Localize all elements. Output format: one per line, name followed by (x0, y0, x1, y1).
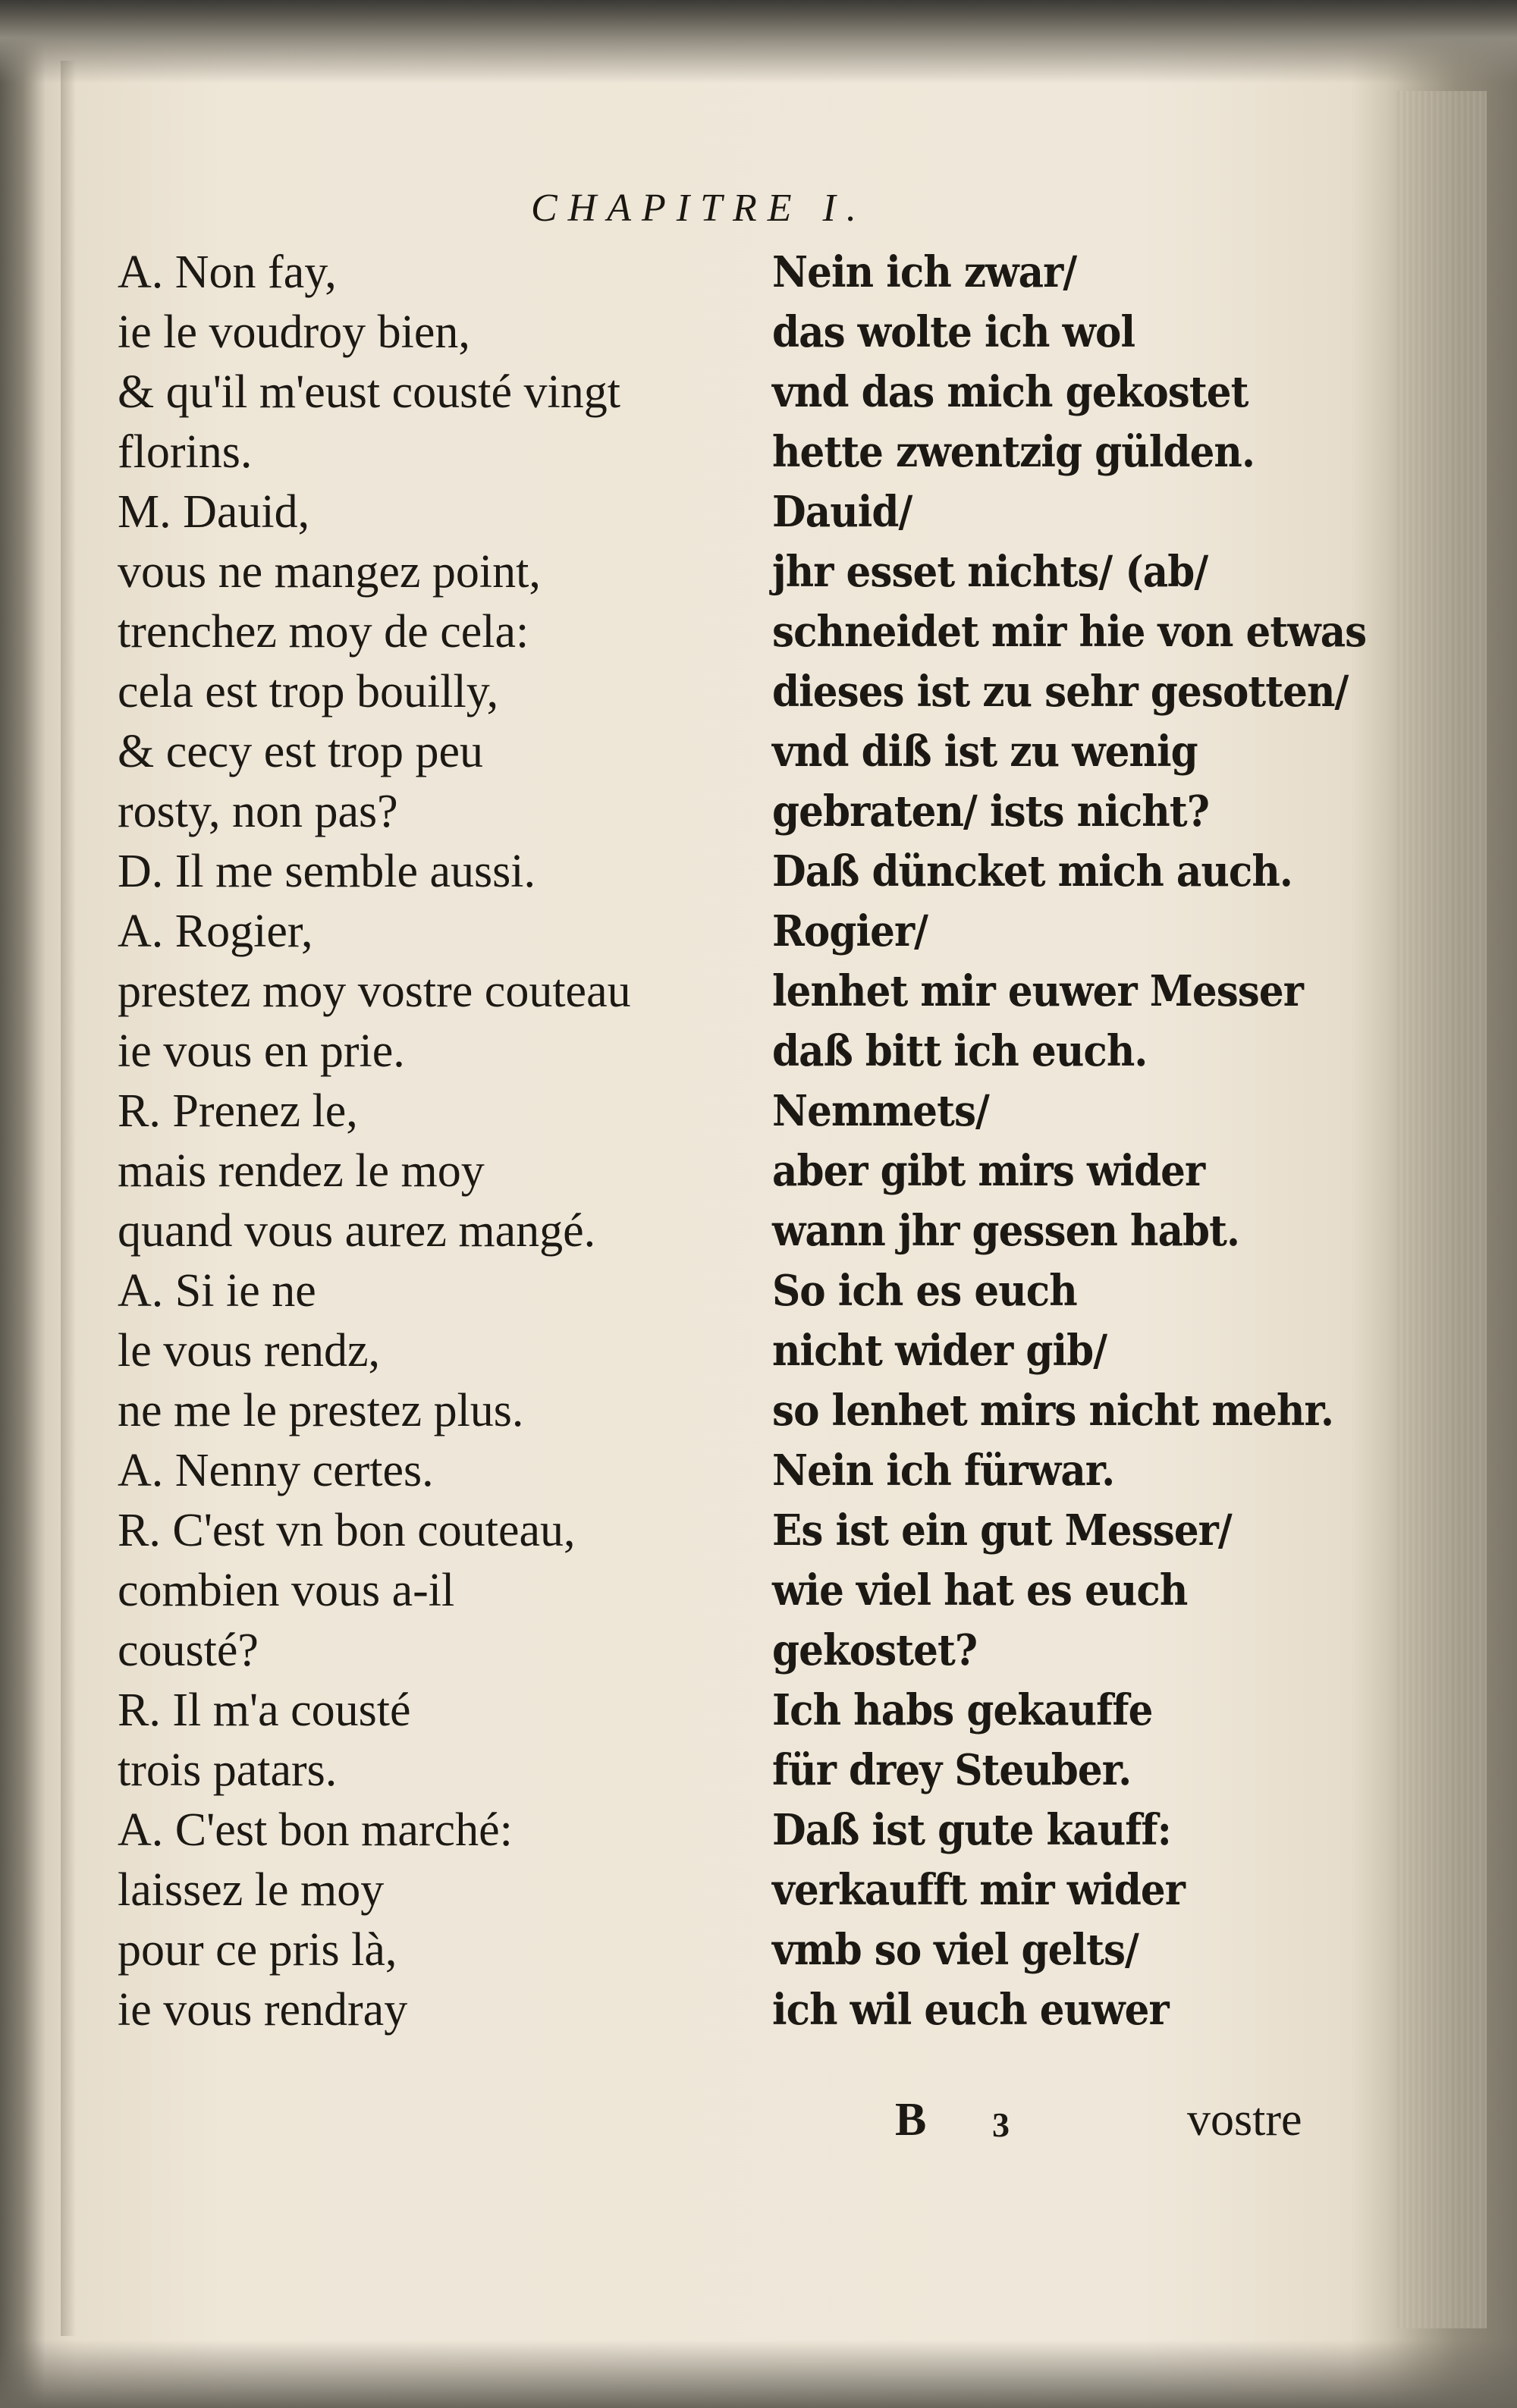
german-line: wie viel hat es euch (772, 1565, 1188, 1615)
german-line: vnd diß ist zu wenig (772, 727, 1198, 777)
german-line: Nein ich fürwar. (772, 1446, 1115, 1496)
german-line: so lenhet mirs nicht mehr. (772, 1386, 1334, 1436)
french-line: cela est trop bouilly, (118, 666, 499, 717)
french-line: le vous rendz, (118, 1325, 381, 1377)
german-line: gebraten/ ists nicht? (772, 786, 1209, 837)
german-line: dieses ist zu sehr gesotten/ (772, 667, 1349, 717)
gutter-shadow (61, 61, 76, 2336)
french-line: florins. (118, 426, 253, 478)
german-line: Nemmets/ (772, 1086, 989, 1136)
french-line: ie le voudroy bien, (118, 306, 470, 358)
french-line: prestez moy vostre couteau (118, 965, 631, 1017)
german-line: gekostet? (772, 1625, 978, 1675)
german-line: Daß ist gute kauff: (772, 1805, 1171, 1855)
french-line: R. C'est vn bon couteau, (118, 1505, 576, 1556)
german-line: verkaufft mir wider (772, 1865, 1186, 1915)
german-line: Daß düncket mich auch. (772, 846, 1292, 896)
french-line: & cecy est trop peu (118, 726, 484, 777)
german-line: vmb so viel gelts/ (772, 1925, 1139, 1975)
german-line: für drey Steuber. (772, 1745, 1132, 1795)
german-line: vnd das mich gekostet (772, 367, 1248, 417)
french-column (118, 243, 755, 2040)
french-line: laissez le moy (118, 1864, 385, 1916)
german-line: das wolte ich wol (772, 307, 1135, 357)
french-line: M. Dauid, (118, 486, 310, 538)
french-line: ne me le prestez plus. (118, 1385, 524, 1436)
top-shadow (0, 0, 1517, 83)
french-line: pour ce pris là, (118, 1924, 397, 1976)
french-line: R. Il m'a cousté (118, 1684, 411, 1736)
french-line: trenchez moy de cela: (118, 606, 529, 658)
french-line: trois patars. (118, 1744, 338, 1796)
french-line: rosty, non pas? (118, 786, 398, 837)
signature-mark: B (895, 2094, 927, 2146)
french-line: A. Nenny certes. (118, 1445, 434, 1496)
german-line: aber gibt mirs wider (772, 1146, 1205, 1196)
french-line: A. Non fay, (118, 246, 337, 298)
french-line: ie vous en prie. (118, 1025, 405, 1077)
french-line: vous ne mangez point, (118, 546, 541, 598)
german-line: wann jhr gessen habt. (772, 1206, 1240, 1256)
french-line: R. Prenez le, (118, 1085, 358, 1137)
french-line: A. C'est bon marché: (118, 1804, 513, 1856)
german-line: schneidet mir hie von etwas (772, 607, 1367, 657)
german-line: Dauid/ (772, 487, 912, 537)
french-line: mais rendez le moy (118, 1145, 485, 1197)
french-line: combien vous a-il (118, 1565, 455, 1616)
german-line: hette zwentzig gülden. (772, 427, 1255, 477)
page-edges (1396, 91, 1487, 2328)
german-line: jhr esset nichts/ (ab/ (772, 547, 1208, 597)
french-line: ie vous rendray (118, 1984, 408, 2036)
german-line: So ich es euch (772, 1266, 1077, 1316)
french-line: quand vous aurez mangé. (118, 1205, 596, 1257)
german-column (772, 243, 1409, 2040)
german-line: Ich habs gekauffe (772, 1685, 1153, 1735)
german-line: Es ist ein gut Messer/ (772, 1505, 1232, 1556)
catchword: vostre (1187, 2094, 1302, 2146)
german-line: nicht wider gib/ (772, 1326, 1107, 1376)
german-line: Nein ich zwar/ (772, 247, 1077, 297)
french-line: A. Si ie ne (118, 1265, 316, 1317)
german-line: Rogier/ (772, 906, 928, 956)
bottom-shadow (0, 2340, 1517, 2408)
chapter-header: CHAPITRE I. (531, 187, 867, 230)
french-line: & qu'il m'eust cousté vingt (118, 366, 620, 418)
german-line: lenhet mir euwer Messer (772, 966, 1303, 1016)
french-line: A. Rogier, (118, 906, 313, 957)
french-line: D. Il me semble aussi. (118, 846, 536, 897)
german-line: ich wil euch euwer (772, 1985, 1169, 2035)
german-line: daß bitt ich euch. (772, 1026, 1148, 1076)
french-line: cousté? (118, 1625, 259, 1676)
signature-number: 3 (992, 2105, 1010, 2144)
